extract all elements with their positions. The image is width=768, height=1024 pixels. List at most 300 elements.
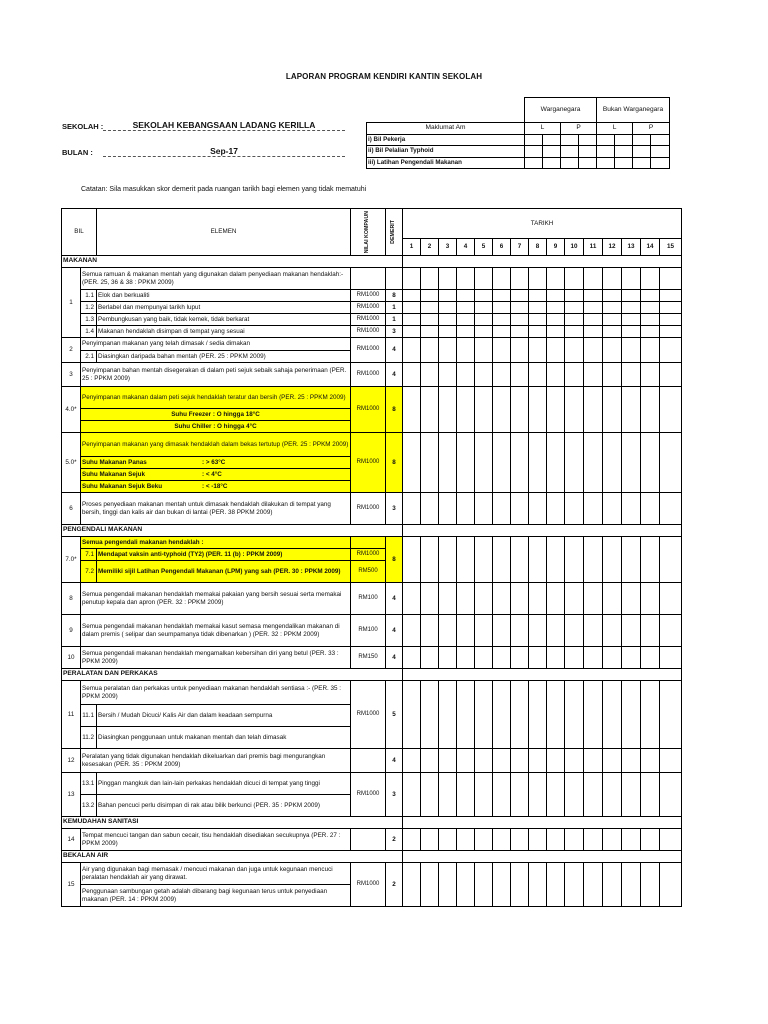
date-cell[interactable] (421, 290, 439, 302)
date-cell[interactable] (603, 537, 622, 583)
date-cell[interactable] (457, 537, 475, 583)
date-cell[interactable] (565, 773, 584, 817)
date-cell[interactable] (457, 314, 475, 326)
cell[interactable] (543, 134, 561, 146)
date-cell[interactable] (660, 829, 682, 851)
date-cell[interactable] (603, 829, 622, 851)
date-cell[interactable] (641, 314, 660, 326)
date-cell[interactable] (584, 493, 603, 525)
date-cell[interactable] (529, 749, 547, 773)
date-cell[interactable] (511, 290, 529, 302)
date-cell[interactable] (529, 583, 547, 615)
date-cell[interactable] (622, 433, 641, 493)
date-cell[interactable] (511, 302, 529, 314)
date-cell[interactable] (457, 387, 475, 433)
date-cell[interactable] (603, 363, 622, 387)
date-cell[interactable] (475, 493, 493, 525)
date-cell[interactable] (529, 314, 547, 326)
date-cell[interactable] (584, 268, 603, 290)
date-cell[interactable] (493, 363, 511, 387)
date-cell[interactable] (457, 290, 475, 302)
date-cell[interactable] (403, 493, 421, 525)
date-cell[interactable] (603, 268, 622, 290)
date-cell[interactable] (457, 681, 475, 749)
date-cell[interactable] (622, 326, 641, 338)
date-cell[interactable] (622, 290, 641, 302)
date-cell[interactable] (565, 290, 584, 302)
date-cell[interactable] (457, 583, 475, 615)
date-cell[interactable] (475, 326, 493, 338)
date-cell[interactable] (475, 363, 493, 387)
date-cell[interactable] (529, 387, 547, 433)
date-cell[interactable] (547, 268, 565, 290)
date-cell[interactable] (457, 363, 475, 387)
date-cell[interactable] (403, 302, 421, 314)
date-cell[interactable] (603, 433, 622, 493)
date-cell[interactable] (660, 647, 682, 669)
date-cell[interactable] (493, 829, 511, 851)
date-cell[interactable] (475, 773, 493, 817)
date-cell[interactable] (493, 338, 511, 363)
date-cell[interactable] (603, 647, 622, 669)
date-cell[interactable] (421, 681, 439, 749)
date-cell[interactable] (457, 268, 475, 290)
date-cell[interactable] (660, 749, 682, 773)
cell[interactable] (615, 157, 633, 169)
date-cell[interactable] (622, 681, 641, 749)
date-cell[interactable] (529, 268, 547, 290)
date-cell[interactable] (565, 302, 584, 314)
date-cell[interactable] (565, 493, 584, 525)
date-cell[interactable] (547, 433, 565, 493)
cell[interactable] (525, 134, 543, 146)
date-cell[interactable] (457, 493, 475, 525)
date-cell[interactable] (439, 615, 457, 647)
date-cell[interactable] (547, 302, 565, 314)
date-cell[interactable] (641, 268, 660, 290)
date-cell[interactable] (511, 749, 529, 773)
date-cell[interactable] (565, 829, 584, 851)
cell[interactable] (651, 146, 670, 158)
date-cell[interactable] (475, 387, 493, 433)
date-cell[interactable] (529, 647, 547, 669)
date-cell[interactable] (584, 681, 603, 749)
date-cell[interactable] (660, 268, 682, 290)
date-cell[interactable] (511, 583, 529, 615)
date-cell[interactable] (660, 326, 682, 338)
date-cell[interactable] (529, 338, 547, 363)
date-cell[interactable] (584, 863, 603, 907)
date-cell[interactable] (439, 326, 457, 338)
date-cell[interactable] (622, 583, 641, 615)
date-cell[interactable] (660, 773, 682, 817)
date-cell[interactable] (421, 433, 439, 493)
date-cell[interactable] (547, 863, 565, 907)
cell[interactable] (543, 157, 561, 169)
cell[interactable] (525, 157, 543, 169)
date-cell[interactable] (403, 338, 421, 363)
date-cell[interactable] (475, 615, 493, 647)
cell[interactable] (615, 146, 633, 158)
date-cell[interactable] (493, 647, 511, 669)
cell[interactable] (597, 146, 615, 158)
date-cell[interactable] (547, 338, 565, 363)
cell[interactable] (615, 134, 633, 146)
date-cell[interactable] (475, 537, 493, 583)
date-cell[interactable] (421, 647, 439, 669)
date-cell[interactable] (584, 829, 603, 851)
date-cell[interactable] (475, 863, 493, 907)
date-cell[interactable] (622, 773, 641, 817)
cell[interactable] (543, 146, 561, 158)
date-cell[interactable] (547, 647, 565, 669)
cell[interactable] (633, 134, 651, 146)
date-cell[interactable] (475, 338, 493, 363)
date-cell[interactable] (565, 537, 584, 583)
date-cell[interactable] (403, 773, 421, 817)
cell[interactable] (579, 146, 597, 158)
date-cell[interactable] (547, 829, 565, 851)
date-cell[interactable] (421, 583, 439, 615)
date-cell[interactable] (493, 863, 511, 907)
date-cell[interactable] (403, 326, 421, 338)
date-cell[interactable] (457, 829, 475, 851)
date-cell[interactable] (403, 268, 421, 290)
date-cell[interactable] (439, 493, 457, 525)
date-cell[interactable] (641, 326, 660, 338)
date-cell[interactable] (641, 647, 660, 669)
date-cell[interactable] (475, 433, 493, 493)
date-cell[interactable] (565, 314, 584, 326)
date-cell[interactable] (565, 338, 584, 363)
date-cell[interactable] (475, 829, 493, 851)
date-cell[interactable] (641, 338, 660, 363)
date-cell[interactable] (547, 537, 565, 583)
date-cell[interactable] (565, 433, 584, 493)
date-cell[interactable] (622, 493, 641, 525)
date-cell[interactable] (439, 387, 457, 433)
date-cell[interactable] (403, 537, 421, 583)
date-cell[interactable] (421, 773, 439, 817)
date-cell[interactable] (403, 829, 421, 851)
date-cell[interactable] (584, 749, 603, 773)
date-cell[interactable] (457, 615, 475, 647)
date-cell[interactable] (511, 537, 529, 583)
date-cell[interactable] (511, 363, 529, 387)
cell[interactable] (525, 146, 543, 158)
date-cell[interactable] (403, 647, 421, 669)
date-cell[interactable] (421, 537, 439, 583)
date-cell[interactable] (547, 363, 565, 387)
date-cell[interactable] (511, 647, 529, 669)
cell[interactable] (597, 157, 615, 169)
date-cell[interactable] (403, 363, 421, 387)
date-cell[interactable] (493, 681, 511, 749)
date-cell[interactable] (565, 326, 584, 338)
date-cell[interactable] (529, 326, 547, 338)
date-cell[interactable] (493, 290, 511, 302)
date-cell[interactable] (493, 493, 511, 525)
date-cell[interactable] (603, 583, 622, 615)
date-cell[interactable] (475, 290, 493, 302)
date-cell[interactable] (622, 537, 641, 583)
date-cell[interactable] (660, 302, 682, 314)
date-cell[interactable] (622, 647, 641, 669)
date-cell[interactable] (475, 749, 493, 773)
date-cell[interactable] (493, 583, 511, 615)
date-cell[interactable] (421, 268, 439, 290)
date-cell[interactable] (421, 363, 439, 387)
date-cell[interactable] (403, 681, 421, 749)
date-cell[interactable] (421, 615, 439, 647)
date-cell[interactable] (421, 493, 439, 525)
date-cell[interactable] (493, 268, 511, 290)
date-cell[interactable] (403, 387, 421, 433)
date-cell[interactable] (511, 863, 529, 907)
date-cell[interactable] (493, 537, 511, 583)
date-cell[interactable] (641, 863, 660, 907)
date-cell[interactable] (511, 493, 529, 525)
date-cell[interactable] (660, 863, 682, 907)
date-cell[interactable] (547, 493, 565, 525)
date-cell[interactable] (603, 302, 622, 314)
date-cell[interactable] (641, 829, 660, 851)
date-cell[interactable] (493, 749, 511, 773)
date-cell[interactable] (641, 290, 660, 302)
date-cell[interactable] (565, 363, 584, 387)
date-cell[interactable] (511, 338, 529, 363)
date-cell[interactable] (603, 326, 622, 338)
date-cell[interactable] (439, 314, 457, 326)
date-cell[interactable] (475, 681, 493, 749)
date-cell[interactable] (547, 583, 565, 615)
date-cell[interactable] (584, 537, 603, 583)
date-cell[interactable] (660, 537, 682, 583)
date-cell[interactable] (439, 829, 457, 851)
date-cell[interactable] (529, 537, 547, 583)
date-cell[interactable] (493, 433, 511, 493)
date-cell[interactable] (622, 615, 641, 647)
date-cell[interactable] (584, 433, 603, 493)
date-cell[interactable] (439, 338, 457, 363)
date-cell[interactable] (584, 326, 603, 338)
date-cell[interactable] (584, 302, 603, 314)
date-cell[interactable] (603, 493, 622, 525)
date-cell[interactable] (403, 749, 421, 773)
date-cell[interactable] (403, 863, 421, 907)
date-cell[interactable] (622, 863, 641, 907)
date-cell[interactable] (547, 773, 565, 817)
date-cell[interactable] (475, 302, 493, 314)
date-cell[interactable] (565, 387, 584, 433)
date-cell[interactable] (641, 537, 660, 583)
cell[interactable] (597, 134, 615, 146)
date-cell[interactable] (622, 829, 641, 851)
date-cell[interactable] (457, 773, 475, 817)
date-cell[interactable] (603, 338, 622, 363)
date-cell[interactable] (529, 290, 547, 302)
date-cell[interactable] (439, 647, 457, 669)
date-cell[interactable] (641, 433, 660, 493)
date-cell[interactable] (457, 863, 475, 907)
date-cell[interactable] (529, 615, 547, 647)
date-cell[interactable] (493, 387, 511, 433)
date-cell[interactable] (529, 433, 547, 493)
date-cell[interactable] (622, 302, 641, 314)
date-cell[interactable] (475, 268, 493, 290)
date-cell[interactable] (584, 314, 603, 326)
date-cell[interactable] (511, 681, 529, 749)
date-cell[interactable] (641, 493, 660, 525)
date-cell[interactable] (660, 493, 682, 525)
date-cell[interactable] (603, 773, 622, 817)
date-cell[interactable] (421, 749, 439, 773)
date-cell[interactable] (493, 326, 511, 338)
date-cell[interactable] (439, 363, 457, 387)
date-cell[interactable] (660, 615, 682, 647)
date-cell[interactable] (421, 863, 439, 907)
date-cell[interactable] (511, 829, 529, 851)
date-cell[interactable] (584, 387, 603, 433)
date-cell[interactable] (475, 647, 493, 669)
cell[interactable] (579, 157, 597, 169)
date-cell[interactable] (603, 387, 622, 433)
date-cell[interactable] (565, 647, 584, 669)
date-cell[interactable] (475, 583, 493, 615)
date-cell[interactable] (403, 583, 421, 615)
date-cell[interactable] (622, 268, 641, 290)
date-cell[interactable] (403, 433, 421, 493)
date-cell[interactable] (457, 338, 475, 363)
cell[interactable] (651, 157, 670, 169)
date-cell[interactable] (421, 314, 439, 326)
date-cell[interactable] (660, 290, 682, 302)
cell[interactable] (561, 146, 579, 158)
date-cell[interactable] (603, 615, 622, 647)
date-cell[interactable] (403, 615, 421, 647)
date-cell[interactable] (511, 268, 529, 290)
date-cell[interactable] (529, 302, 547, 314)
date-cell[interactable] (641, 681, 660, 749)
date-cell[interactable] (421, 829, 439, 851)
date-cell[interactable] (439, 681, 457, 749)
date-cell[interactable] (511, 615, 529, 647)
date-cell[interactable] (565, 863, 584, 907)
date-cell[interactable] (641, 363, 660, 387)
date-cell[interactable] (603, 863, 622, 907)
date-cell[interactable] (493, 615, 511, 647)
date-cell[interactable] (403, 290, 421, 302)
date-cell[interactable] (584, 338, 603, 363)
date-cell[interactable] (641, 387, 660, 433)
date-cell[interactable] (622, 363, 641, 387)
date-cell[interactable] (660, 681, 682, 749)
date-cell[interactable] (584, 583, 603, 615)
cell[interactable] (561, 157, 579, 169)
date-cell[interactable] (641, 615, 660, 647)
date-cell[interactable] (660, 387, 682, 433)
date-cell[interactable] (421, 338, 439, 363)
date-cell[interactable] (457, 749, 475, 773)
date-cell[interactable] (529, 829, 547, 851)
date-cell[interactable] (547, 615, 565, 647)
date-cell[interactable] (603, 314, 622, 326)
date-cell[interactable] (529, 681, 547, 749)
date-cell[interactable] (565, 268, 584, 290)
date-cell[interactable] (622, 338, 641, 363)
date-cell[interactable] (439, 749, 457, 773)
date-cell[interactable] (403, 314, 421, 326)
date-cell[interactable] (584, 290, 603, 302)
date-cell[interactable] (529, 773, 547, 817)
date-cell[interactable] (660, 583, 682, 615)
date-cell[interactable] (511, 433, 529, 493)
date-cell[interactable] (641, 773, 660, 817)
date-cell[interactable] (660, 314, 682, 326)
date-cell[interactable] (547, 387, 565, 433)
date-cell[interactable] (493, 773, 511, 817)
date-cell[interactable] (439, 773, 457, 817)
date-cell[interactable] (641, 583, 660, 615)
date-cell[interactable] (641, 749, 660, 773)
date-cell[interactable] (439, 537, 457, 583)
date-cell[interactable] (584, 363, 603, 387)
date-cell[interactable] (529, 493, 547, 525)
date-cell[interactable] (439, 583, 457, 615)
date-cell[interactable] (493, 314, 511, 326)
date-cell[interactable] (660, 338, 682, 363)
date-cell[interactable] (547, 314, 565, 326)
date-cell[interactable] (421, 387, 439, 433)
cell[interactable] (561, 134, 579, 146)
date-cell[interactable] (439, 290, 457, 302)
date-cell[interactable] (529, 363, 547, 387)
date-cell[interactable] (457, 647, 475, 669)
date-cell[interactable] (547, 749, 565, 773)
date-cell[interactable] (421, 326, 439, 338)
date-cell[interactable] (457, 433, 475, 493)
date-cell[interactable] (584, 773, 603, 817)
date-cell[interactable] (622, 314, 641, 326)
date-cell[interactable] (511, 314, 529, 326)
cell[interactable] (651, 134, 670, 146)
date-cell[interactable] (565, 583, 584, 615)
date-cell[interactable] (439, 268, 457, 290)
date-cell[interactable] (529, 863, 547, 907)
date-cell[interactable] (457, 326, 475, 338)
date-cell[interactable] (439, 433, 457, 493)
cell[interactable] (633, 157, 651, 169)
date-cell[interactable] (547, 290, 565, 302)
date-cell[interactable] (547, 326, 565, 338)
date-cell[interactable] (565, 749, 584, 773)
date-cell[interactable] (439, 863, 457, 907)
cell[interactable] (633, 146, 651, 158)
date-cell[interactable] (475, 314, 493, 326)
cell[interactable] (579, 134, 597, 146)
date-cell[interactable] (603, 749, 622, 773)
date-cell[interactable] (622, 387, 641, 433)
date-cell[interactable] (421, 302, 439, 314)
date-cell[interactable] (511, 326, 529, 338)
date-cell[interactable] (660, 363, 682, 387)
date-cell[interactable] (493, 302, 511, 314)
date-cell[interactable] (603, 290, 622, 302)
date-cell[interactable] (603, 681, 622, 749)
date-cell[interactable] (584, 615, 603, 647)
date-cell[interactable] (565, 681, 584, 749)
date-cell[interactable] (511, 773, 529, 817)
